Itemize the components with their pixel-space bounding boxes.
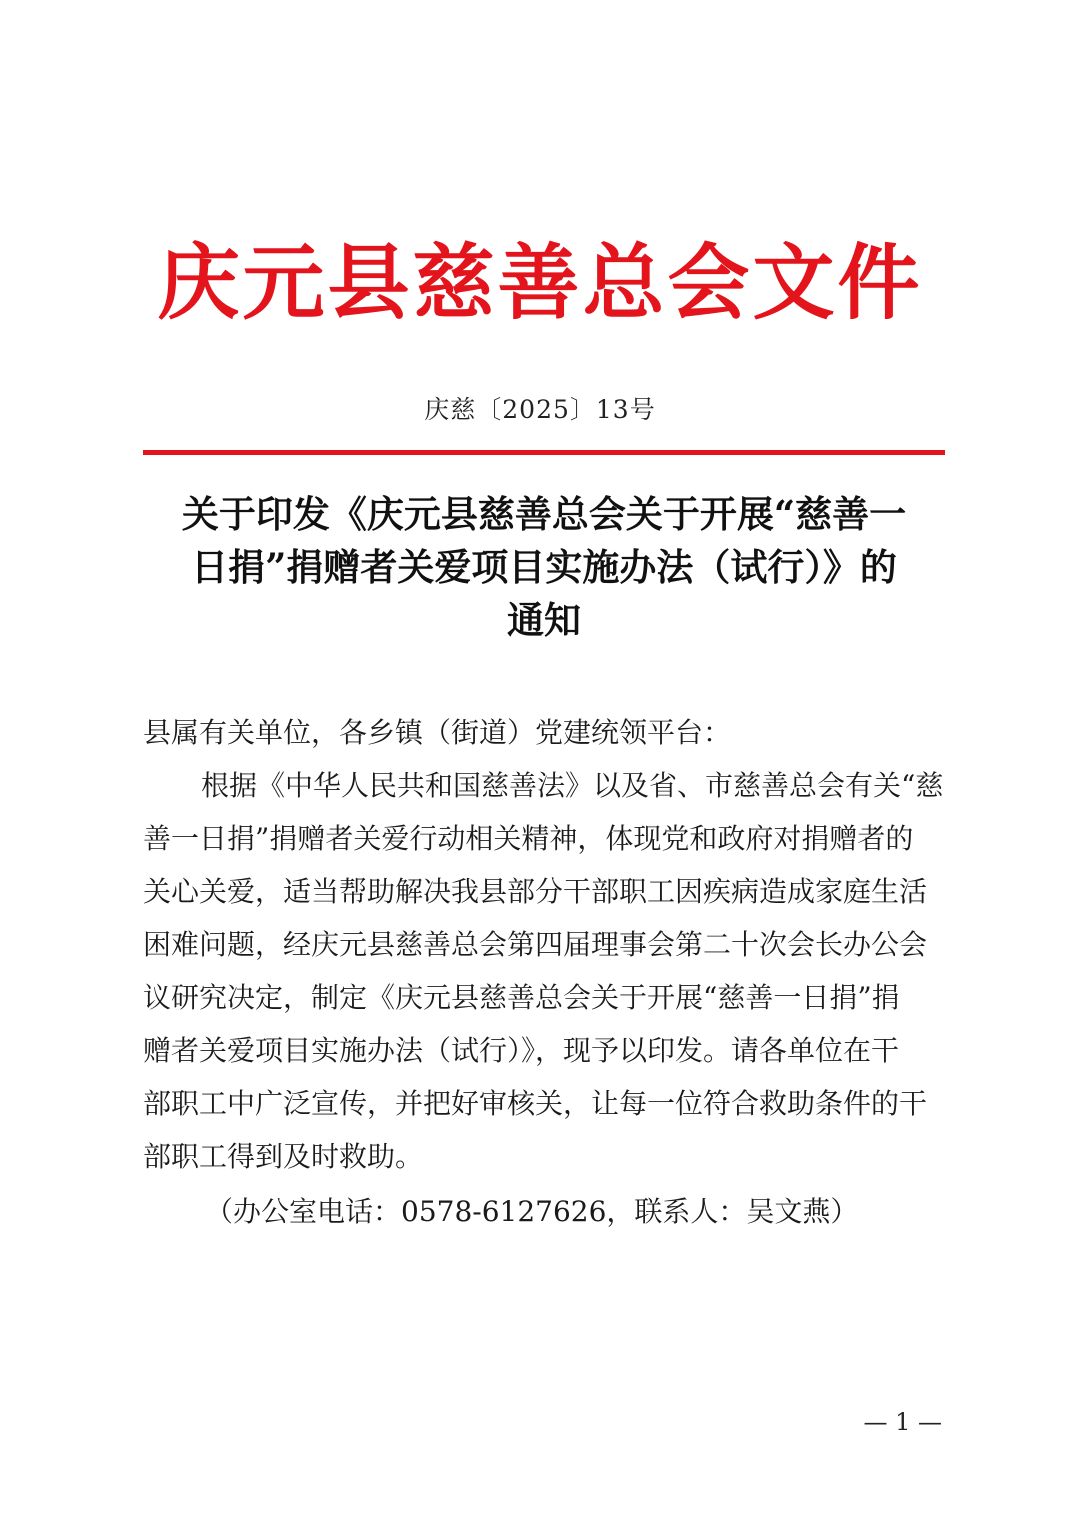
document-title bbox=[143, 488, 945, 647]
body-line: 部职工中广泛宣传，并把好审核关，让每一位符合救助条件的干 bbox=[143, 1087, 928, 1120]
document-number: 庆慈〔2025〕13号 bbox=[424, 395, 656, 424]
page-number: — 1 — bbox=[863, 1408, 942, 1436]
body-line: 困难问题，经庆元县慈善总会第四届理事会第二十次会长办公会 bbox=[143, 928, 928, 961]
body-line: 议研究决定，制定《庆元县慈善总会关于开展“慈善一日捐”捐 bbox=[143, 981, 900, 1014]
body-line: 善一日捐”捐赠者关爱行动相关精神，体现党和政府对捐赠者的 bbox=[143, 822, 914, 855]
salutation: 县属有关单位，各乡镇（街道）党建统领平台： bbox=[143, 716, 732, 749]
body-line: 关心关爱，适当帮助解决我县部分干部职工因疾病造成家庭生活 bbox=[143, 875, 928, 908]
red-separator-rule bbox=[143, 450, 945, 455]
contact-info: （办公室电话：0578-6127626，联系人：吴文燕） bbox=[205, 1195, 859, 1228]
body-line: 赠者关爱项目实施办法（试行）》，现予以印发。请各单位在干 bbox=[143, 1034, 900, 1067]
title-line-2: 日捐”捐赠者关爱项目实施办法（试行）》的 bbox=[191, 545, 897, 589]
title-line-3: 通知 bbox=[507, 598, 581, 642]
document-body bbox=[143, 706, 945, 1238]
title-line-1: 关于印发《庆元县慈善总会关于开展“慈善一 bbox=[181, 492, 907, 536]
issuer-masthead: 庆元县慈善总会文件 bbox=[157, 235, 923, 331]
body-line: 部职工得到及时救助。 bbox=[143, 1140, 424, 1173]
body-line: 根据《中华人民共和国慈善法》以及省、市慈善总会有关“慈 bbox=[201, 769, 944, 802]
